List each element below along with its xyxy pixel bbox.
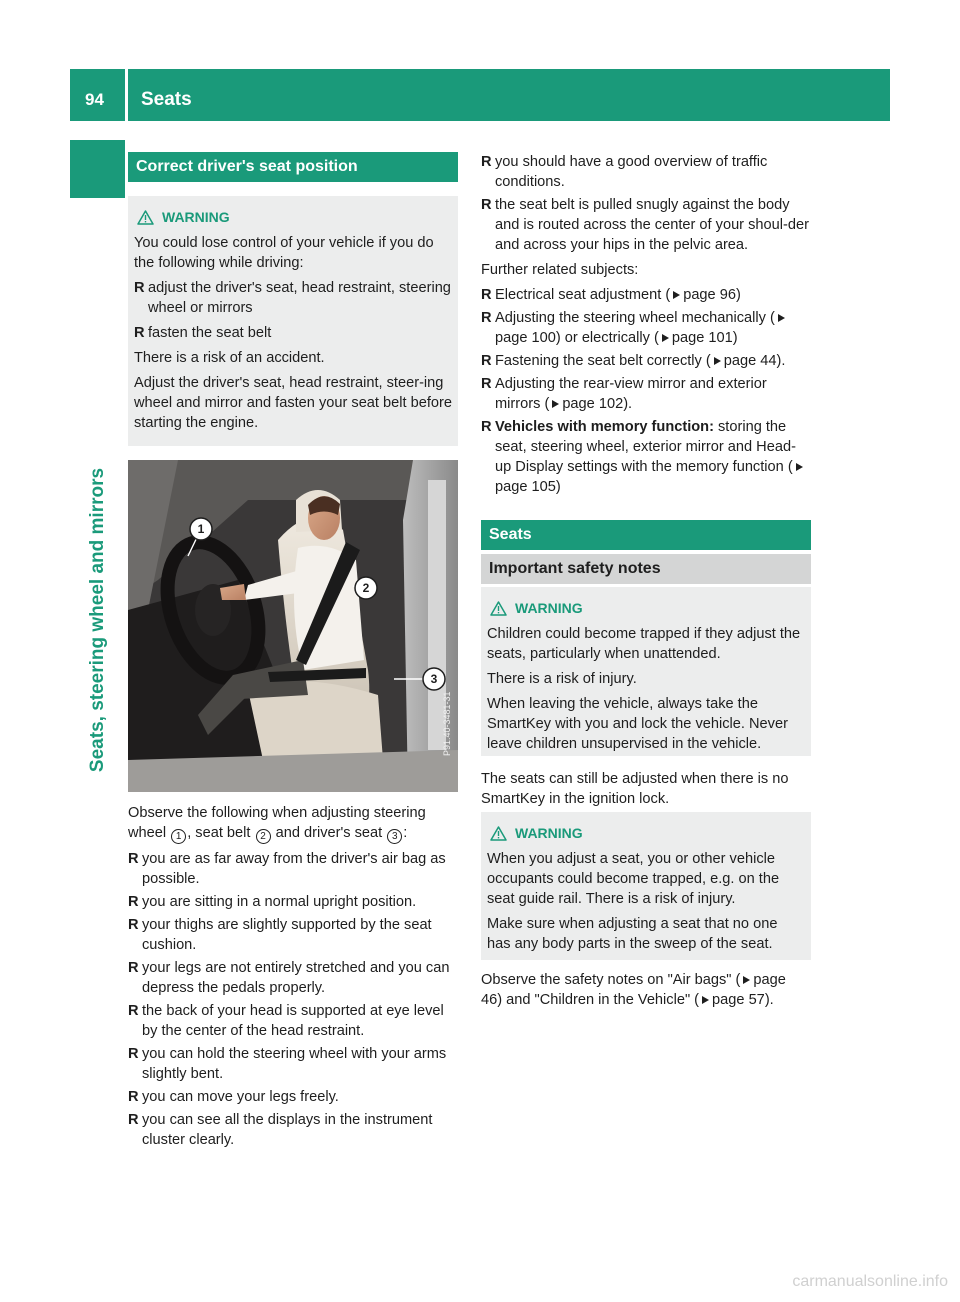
warning-triangle-icon — [490, 826, 507, 841]
list-item: R your thighs are slightly supported by the seat cushion. — [128, 917, 432, 953]
page-title: Seats — [141, 89, 192, 110]
warning-box-children — [481, 587, 811, 756]
callout-1 — [190, 518, 212, 540]
warning-text: Children could become trapped if they adjust the seats, particularly when unattended. — [487, 626, 801, 662]
page-ref-arrow-icon — [673, 291, 680, 299]
driver-seat-photo — [128, 460, 458, 792]
warning-title-text: WARNING — [515, 600, 583, 616]
list-item: R you should have a good overview of traffic conditions. — [481, 154, 768, 190]
further-subjects-label: Further related subjects: — [481, 262, 639, 278]
safety-notes-reference — [481, 970, 811, 1010]
list-item: R your legs are not entirely stretched and you can depress the pedals properly. — [128, 960, 450, 996]
callout-2 — [355, 577, 377, 599]
seats-adjust-note: The seats can still be adjusted when there is no SmartKey in the ignition lock. — [481, 771, 789, 807]
page-ref-arrow-icon — [796, 463, 803, 471]
warning-action: Adjust the driver's seat, head restraint, steer-ing wheel and mirror and fasten your seat belt before starting the engine. — [134, 375, 452, 431]
callout-3-label: 3 — [430, 672, 438, 686]
related-link[interactable]: R Fastening the seat belt correctly ( page 44). — [481, 353, 786, 369]
side-tab-marker — [70, 140, 125, 198]
warning-action: When leaving the vehicle, always take the SmartKey with you and lock the vehicle. Never leave children unsupervised in the vehicle. — [487, 696, 788, 752]
warning-item: R adjust the driver's seat, head restraint, steering wheel or mirrors — [134, 280, 451, 316]
warning-box-trapped — [481, 812, 811, 960]
page-ref-arrow-icon — [778, 314, 785, 322]
warning-triangle-icon — [490, 601, 507, 616]
page-ref-arrow-icon — [702, 996, 709, 1004]
figure-code: P91.40-3481-31 — [442, 691, 452, 756]
callout-1-label: 1 — [197, 522, 205, 536]
related-link[interactable]: R Adjusting the steering wheel mechanically (page 100) or electrically ( page 101) — [481, 308, 811, 348]
driver-seat-illustration — [128, 460, 458, 792]
subheading-safety-notes: Important safety notes — [481, 554, 811, 584]
page-number: 94 — [85, 90, 104, 109]
list-item: R you can see all the displays in the instrument cluster clearly. — [128, 1112, 433, 1148]
warning-triangle-icon — [137, 210, 154, 225]
warning-risk: There is a risk of an accident. — [134, 350, 325, 366]
warning-title — [487, 598, 805, 618]
warning-action: Make sure when adjusting a seat that no one has any body parts in the sweep of the seat. — [487, 916, 778, 952]
page-ref-arrow-icon — [743, 976, 750, 984]
list-item: R you can move your legs freely. — [128, 1089, 339, 1105]
warning-risk: There is a risk of injury. — [487, 671, 637, 687]
warning-text: When you adjust a seat, you or other vehicle occupants could become trapped, e.g. on the seat guide rail. There is a risk of injury. — [487, 851, 780, 907]
header-bar — [128, 69, 890, 121]
observe-intro: Observe the following when adjusting steering wheel 1 , seat belt 2 and driver's seat 3 : — [128, 805, 426, 842]
list-item: R you are sitting in a normal upright position. — [128, 894, 417, 910]
related-link[interactable]: R Vehicles with memory function: storing the seat, steering wheel, exterior mirror and Head-up Display settings with the memory function (page 105) — [481, 417, 811, 497]
list-item: R you can hold the steering wheel with your arms slightly bent. — [128, 1046, 447, 1082]
warning-title-text: WARNING — [162, 209, 230, 225]
warning-title — [134, 207, 452, 227]
callout-3 — [423, 668, 445, 690]
list-item: R the seat belt is pulled snugly against the body and is routed across the center of your shoul-der and across your hips in the pelvic area. — [481, 197, 809, 253]
warning-title-text: WARNING — [515, 825, 583, 841]
seat-position-checklist — [128, 803, 458, 1150]
related-link[interactable]: R Electrical seat adjustment ( page 96) — [481, 287, 741, 303]
page-ref-arrow-icon — [552, 400, 559, 408]
safety-notes-link[interactable]: Observe the safety notes on "Air bags" ( page 46) and "Children in the Vehicle" ( page 57). — [481, 972, 786, 1008]
warning-title — [487, 823, 805, 843]
watermark: carmanualsonline.info — [792, 1273, 948, 1290]
callout-2-label: 2 — [362, 581, 370, 595]
list-item: R the back of your head is supported at eye level by the center of the head restraint. — [128, 1003, 444, 1039]
side-tab-label: Seats, steering wheel and mirrors — [87, 467, 108, 773]
warning-box-driving — [128, 196, 458, 446]
section-heading-driver-seat: Correct driver's seat position — [128, 152, 458, 182]
warning-item: R fasten the seat belt — [134, 325, 272, 341]
seat-position-checklist-continued — [481, 152, 811, 497]
list-item: R you are as far away from the driver's air bag as possible. — [128, 851, 446, 887]
page-ref-arrow-icon — [662, 334, 669, 342]
related-link[interactable]: R Adjusting the rear-view mirror and exterior mirrors ( page 102). — [481, 376, 767, 412]
warning-intro: You could lose control of your vehicle if you do the following while driving: — [134, 235, 434, 271]
section-heading-seats: Seats — [481, 520, 811, 550]
page-ref-arrow-icon — [714, 357, 721, 365]
